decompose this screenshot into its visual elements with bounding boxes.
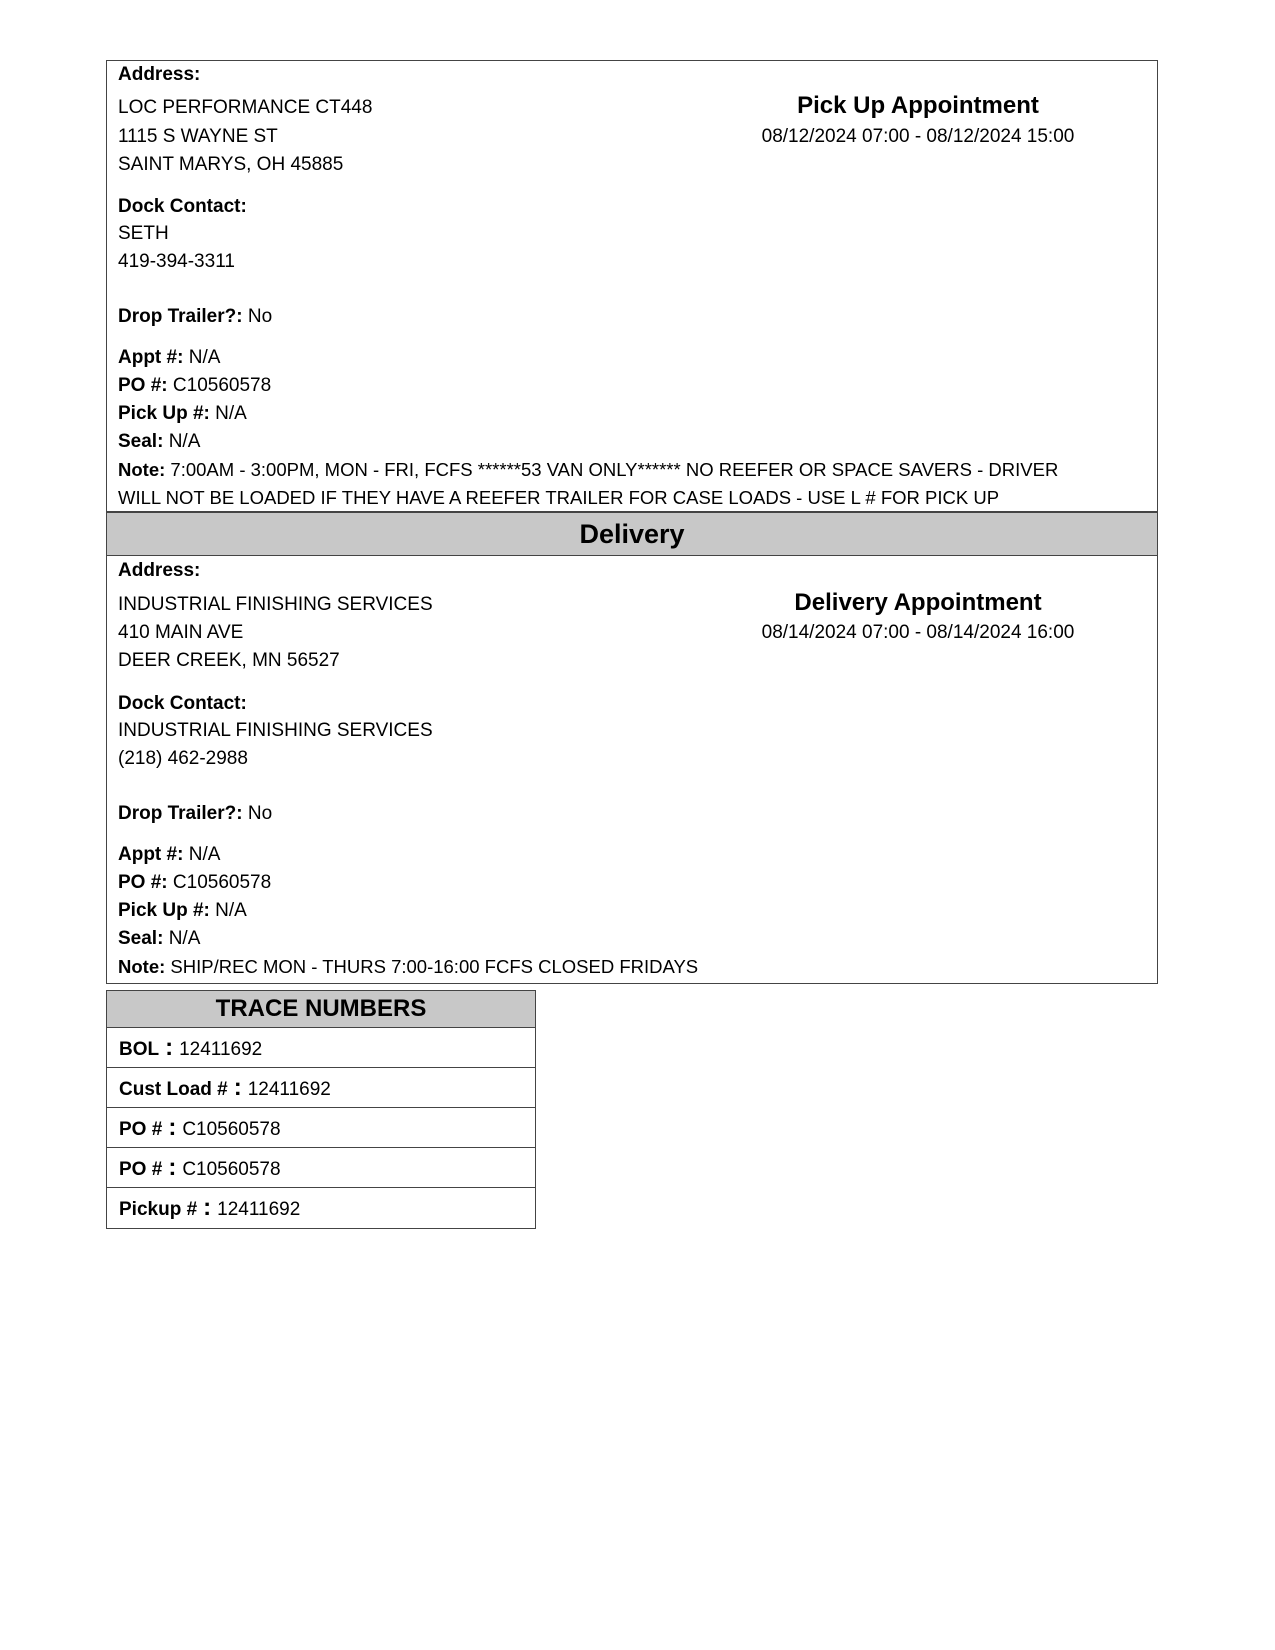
pickup-dock-contact-label: Dock Contact: [118,196,247,217]
pickup-po [118,375,271,397]
pickup-appointment-time: 08/12/2024 07:00 - 08/12/2024 15:00 [761,126,1075,147]
delivery-drop-trailer [118,803,272,825]
delivery-pickup-number [118,900,247,922]
delivery-address-line-3: DEER CREEK, MN 56527 [118,650,340,671]
pickup-address-line-1: LOC PERFORMANCE CT448 [118,97,373,118]
delivery-appt-label: Appt #: [118,844,184,865]
pickup-pickup-number-label: Pick Up #: [118,403,210,424]
delivery-note-label: Note: [118,956,166,977]
pickup-drop-trailer [118,306,272,328]
trace-numbers-table [106,990,536,1229]
pickup-drop-trailer-label: Drop Trailer?: [118,306,243,327]
pickup-appt-label: Appt #: [118,347,184,368]
trace-row-separator: : [168,1114,177,1141]
delivery-address-label: Address: [118,560,201,581]
delivery-appointment-time: 08/14/2024 07:00 - 08/14/2024 16:00 [761,622,1075,643]
pickup-appt-value: N/A [188,347,221,368]
pickup-po-label: PO #: [118,375,168,396]
pickup-address-label: Address: [118,64,201,85]
delivery-note-line-1: SHIP/REC MON - THURS 7:00-16:00 FCFS CLOSED FRIDAYS [170,956,699,977]
trace-row-value: 12411692 [247,1079,331,1100]
trace-row-separator: : [165,1034,174,1061]
pickup-drop-trailer-value: No [247,306,273,327]
delivery-dock-contact-label: Dock Contact: [118,693,247,714]
trace-row-separator: : [203,1194,212,1221]
trace-row-value: 12411692 [179,1039,263,1060]
trace-row [107,1028,535,1068]
trace-row-label: BOL [119,1039,160,1060]
delivery-address-line-2: 410 MAIN AVE [118,622,244,643]
pickup-note-line-1: 7:00AM - 3:00PM, MON - FRI, FCFS ******53 VAN ONLY****** NO REEFER OR SPACE SAVERS - DRIVER [170,459,1059,480]
pickup-seal [118,431,200,453]
delivery-appt [118,844,220,866]
trace-row-label: PO # [119,1159,163,1180]
delivery-po-value: C10560578 [172,872,272,893]
pickup-dock-contact-name: SETH [118,223,169,244]
delivery-dock-contact-name: INDUSTRIAL FINISHING SERVICES [118,720,433,741]
trace-row [107,1068,535,1108]
pickup-pickup-number-value: N/A [215,403,247,424]
pickup-dock-contact-phone: 419-394-3311 [118,251,235,272]
pickup-address-line-2: 1115 S WAYNE ST [118,126,278,147]
delivery-note [118,956,698,978]
delivery-po-label: PO #: [118,872,168,893]
trace-row-value: C10560578 [182,1119,281,1140]
delivery-drop-trailer-label: Drop Trailer?: [118,803,243,824]
trace-row-separator: : [233,1074,242,1101]
pickup-note-line-2: WILL NOT BE LOADED IF THEY HAVE A REEFER TRAILER FOR CASE LOADS - USE L # FOR PICK UP [118,487,1000,508]
delivery-pickup-number-label: Pick Up #: [118,900,210,921]
pickup-note-label: Note: [118,459,166,480]
trace-row-label: PO # [119,1119,163,1140]
pickup-seal-value: N/A [168,431,201,452]
pickup-po-value: C10560578 [172,375,272,396]
trace-row-value: 12411692 [217,1199,301,1220]
delivery-drop-trailer-value: No [247,803,273,824]
delivery-seal-label: Seal: [118,928,164,949]
delivery-pickup-number-value: N/A [215,900,247,921]
pickup-appointment-title: Pick Up Appointment [797,92,1039,119]
trace-row-label: Cust Load # [119,1079,228,1100]
trace-numbers-title: TRACE NUMBERS [107,991,535,1028]
trace-row [107,1188,535,1228]
trace-row-label: Pickup # [119,1199,198,1220]
delivery-dock-contact-phone: (218) 462-2988 [118,748,248,769]
trace-row-value: C10560578 [182,1159,281,1180]
pickup-note [118,459,1058,481]
delivery-po [118,872,271,894]
pickup-pickup-number [118,403,247,425]
trace-row [107,1148,535,1188]
pickup-appt [118,347,220,369]
delivery-appt-value: N/A [188,844,221,865]
trace-row [107,1108,535,1148]
delivery-seal-value: N/A [168,928,201,949]
delivery-section [106,555,1158,984]
pickup-address-line-3: SAINT MARYS, OH 45885 [118,154,344,175]
trace-row-separator: : [168,1154,177,1181]
pickup-seal-label: Seal: [118,431,164,452]
delivery-address-line-1: INDUSTRIAL FINISHING SERVICES [118,594,433,615]
delivery-header: Delivery [106,512,1158,556]
delivery-seal [118,928,200,950]
delivery-appointment-title: Delivery Appointment [794,589,1042,616]
